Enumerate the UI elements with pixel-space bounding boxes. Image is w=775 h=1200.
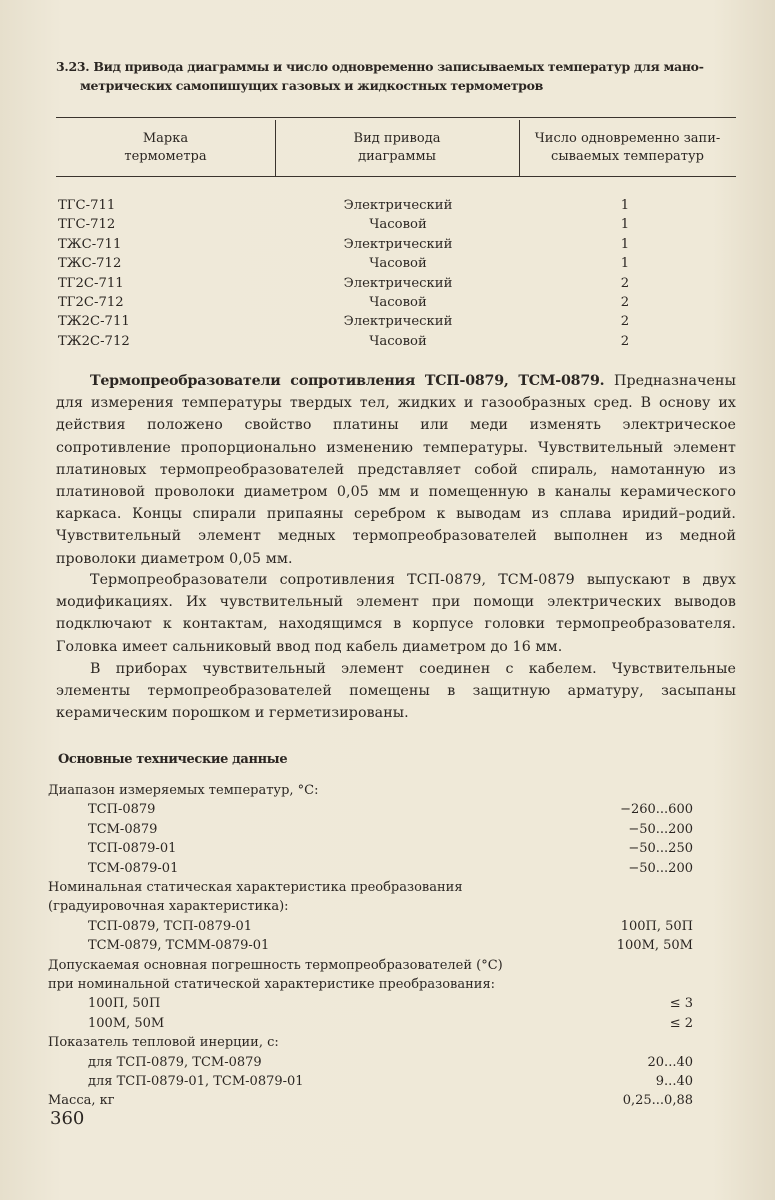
header-thermometer-brand: Марка термометра	[124, 131, 207, 164]
table-row: ТЖС-712 Часовой 1	[58, 256, 630, 272]
spec-row: ТСП-0879 −260...600	[88, 802, 693, 818]
spec-row: ТСМ-0879-01 −50...200	[88, 860, 693, 876]
spec-row: (градуировочная характеристика):	[48, 899, 289, 915]
paragraph-intro: Термопреобразователи сопротивления ТСП-0879, ТСМ-0879. Предназначены для измерения температуры твердых тел, жидких и газообразных сред. В основу их действия положено свойство платины или меди изменять электрическое сопротивление пропорционально изменению температуры. Чувствительный элемент платиновых термопреобразователей представляет собой спираль, намотанную из платиновой проволоки диаметром 0,05 мм и помещенную в каналы керамического каркаса. Концы спирали припаяны серебром к выводам из сплава иридий–родий. Чувствительный элемент медных термопреобразователей выполнен из медной проволоки диаметром 0,05 мм.	[56, 373, 736, 567]
caption-line-2: метрических самопишущих газовых и жидкостных термометров	[80, 78, 544, 93]
spec-row: 100М, 50М ≤ 2	[88, 1015, 693, 1031]
table-row: ТГ2С-711 Электрический 2	[58, 275, 630, 291]
paragraph-design: В приборах чувствительный элемент соединен с кабелем. Чувствительные элементы термопреобразователей помещены в защитную арматуру, засыпаны керамическим порошком и герметизированы.	[56, 661, 736, 722]
paragraph-lead: Термопреобразователи сопротивления ТСП-0879, ТСМ-0879.	[90, 373, 605, 389]
spec-row: ТСП-0879, ТСП-0879-01 100П, 50П	[88, 918, 693, 934]
spec-row: для ТСП-0879, ТСМ-0879 20...40	[88, 1054, 693, 1070]
spec-row: Диапазон измеряемых температур, °С:	[48, 783, 319, 798]
caption-line-1: 3.23. Вид привода диаграммы и число одновременно записываемых температур для мано-	[56, 59, 704, 74]
spec-row: Номинальная статическая характеристика преобразования	[48, 880, 463, 895]
table-top-rule	[56, 117, 736, 118]
table-row: ТГС-711 Электрический 1	[58, 198, 630, 213]
spec-row: ТСМ-0879, ТСММ-0879-01 100М, 50М	[88, 938, 693, 954]
table-row: ТЖ2С-712 Часовой 2	[58, 333, 630, 349]
spec-row: ТСП-0879-01 −50...250	[88, 841, 693, 857]
spec-row: ТСМ-0879 −50...200	[88, 821, 693, 837]
table-row: ТЖС-711 Электрический 1	[58, 236, 630, 252]
spec-row: Показатель тепловой инерции, с:	[48, 1035, 279, 1051]
header-temperature-count: Число одновременно запи- сываемых температур	[534, 131, 721, 164]
table-header-rule	[56, 176, 736, 177]
page-number: 360	[50, 1108, 85, 1129]
spec-row: Допускаемая основная погрешность термопреобразователей (°С)	[48, 957, 503, 973]
table-row: ТГС-712 Часовой 1	[58, 217, 630, 233]
spec-row: 100П, 50П ≤ 3	[88, 996, 693, 1012]
paragraph-modifications: Термопреобразователи сопротивления ТСП-0879, ТСМ-0879 выпускают в двух модификациях. Их чувствительный элемент при помощи электрических выводов подключают к контактам, находящимся в корпусе головки термопреобразователя. Головка имеет сальниковый ввод под кабель диаметром до 16 мм.	[56, 572, 736, 655]
header-drive-type: Вид привода диаграммы	[353, 131, 441, 164]
spec-row: Масса, кг 0,25...0,88	[48, 1093, 693, 1109]
spec-row: при номинальной статической характеристике преобразования:	[48, 977, 496, 992]
spec-row: для ТСП-0879-01, ТСМ-0879-01 9...40	[88, 1074, 693, 1089]
table-row: ТГ2С-712 Часовой 2	[58, 295, 630, 310]
table-caption	[56, 57, 736, 95]
specs-title: Основные технические данные	[58, 752, 288, 767]
table-row: ТЖ2С-711 Электрический 2	[58, 314, 630, 330]
